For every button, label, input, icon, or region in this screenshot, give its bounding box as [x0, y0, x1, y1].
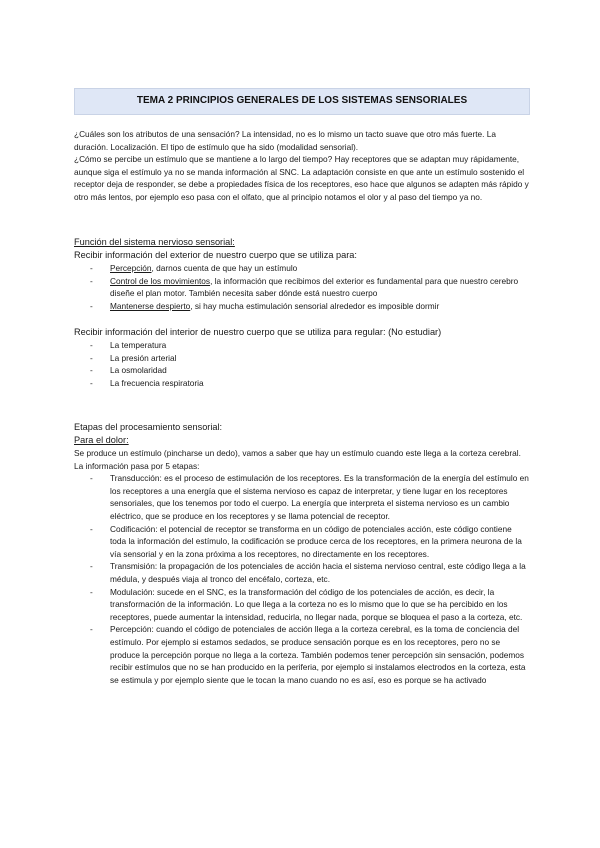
list-item: - Percepción: cuando el código de potenciales de acción llega a la corteza cerebral, es la toma de conciencia del estímulo. Por ejemplo si estamos sedados, se produce sensación porque es en los receptores, pero no se produce la percepción porque no llega a la corteza. También podemos tener percepción sin sensación, podemos recibir estímulos que no se han producido en la periferia, por ejemplo si instalamos electrodos en la corteza, esta se estimula y por ejemplo siente que le tocan la mano cuando no es así, eso es porque se ha activado: [74, 623, 530, 686]
function-section: [74, 236, 530, 312]
list-item: [74, 275, 530, 300]
term: Mantenerse despierto: [110, 300, 191, 311]
list-item: - La temperatura: [74, 339, 530, 352]
list-item: - Transducción: es el proceso de estimulación de los receptores. Es la transformación de la energía del estímulo en los receptores a una energía que el sistema nervioso es capaz de interpretar, y tiene lugar en los receptores sensoriales, que los tenemos por todo el cuerpo. La energía que interpreta el sistema nervioso es un cambio eléctrico, que se produce en los receptores y se llama potencial de receptor.: [74, 472, 530, 522]
exterior-list: [74, 262, 530, 312]
list-item: - Codificación: el potencial de receptor se transforma en un código de potenciales acción, este código contiene toda la información del estímulo, la codificación se produce cerca de los receptores, en la primera neurona de la vía sensorial y en la zona próxima a los receptores, no directamente en los receptores.: [74, 523, 530, 561]
exterior-intro: Recibir información del exterior de nuestro cuerpo que se utiliza para:: [74, 250, 357, 260]
stages-heading: Etapas del procesamiento sensorial:: [74, 422, 223, 432]
list-item: - Modulación: sucede en el SNC, es la transformación del código de los potenciales de acción, es decir, la transformación de la información. Lo que llega a la corteza no es lo mismo que lo que se ha percibido en los receptores, puede aumentar la intensidad, reducirla, no llegar nada, porque se bloquea el paso a la corteza, etc.: [74, 586, 530, 624]
list-item: [74, 300, 530, 313]
term: Control de los movimientos: [110, 275, 211, 286]
intro-paragraph-2: ¿Cómo se percibe un estímulo que se mantiene a lo largo del tiempo? Hay receptores que se adaptan muy rápidamente, aunque siga el estímulo ya no se manda información al SNC. La adaptación consiste en que ante un estímulo sostenido el receptor deja de responder, se debe a propiedades física de los receptores, eso hace que algunos se adapten más rápido y otro más lentos, por ejemplo eso pasa con el olfato, que al principio notamos el olor y al paso del tiempo ya no.: [74, 154, 529, 202]
page-title: [74, 88, 530, 115]
page-title-text: TEMA 2 PRINCIPIOS GENERALES DE LOS SISTEMAS SENSORIALES: [136, 95, 468, 107]
stages-list: [74, 472, 530, 686]
list-item: - Transmisión: la propagación de los potenciales de acción hacia el sistema nervioso central, este código llega a la médula, y después viaja al tronco del encéfalo, corteza, etc.: [74, 560, 530, 585]
interior-section: [74, 326, 530, 389]
list-item: - La frecuencia respiratoria: [74, 377, 530, 390]
list-item: - La presión arterial: [74, 352, 530, 365]
term-text: , si hay mucha estimulación sensorial alrededor es imposible dormir: [190, 300, 440, 311]
intro-paragraph-1: ¿Cuáles son los atributos de una sensación? La intensidad, no es lo mismo un tacto suave que otro más fuerte. La duración. Localización. El tipo de estímulo que ha sido (modalidad sensorial).: [74, 129, 497, 152]
interior-intro: Recibir información del interior de nuestro cuerpo que se utiliza para regular: (No estudiar): [74, 327, 442, 337]
stages-subheading: Para el dolor:: [74, 435, 129, 445]
term-text: , la información que recibimos del exterior es fundamental para que nuestro cerebro diseñe el plan motor. También necesita saber dónde está nuestro cuerpo: [110, 275, 519, 299]
interior-list: [74, 339, 530, 389]
intro-section: [74, 128, 530, 204]
list-item: [74, 262, 530, 275]
term-text: , darnos cuenta de que hay un estímulo: [151, 263, 298, 273]
function-heading: Función del sistema nervioso sensorial:: [74, 237, 235, 247]
list-item: - La osmolaridad: [74, 364, 530, 377]
stages-section: [74, 421, 530, 686]
stages-intro: Se produce un estímulo (pincharse un dedo), vamos a saber que hay un estímulo cuando este llega a la corteza cerebral. La información pasa por 5 etapas:: [74, 448, 521, 471]
term: Percepción: [110, 263, 152, 273]
